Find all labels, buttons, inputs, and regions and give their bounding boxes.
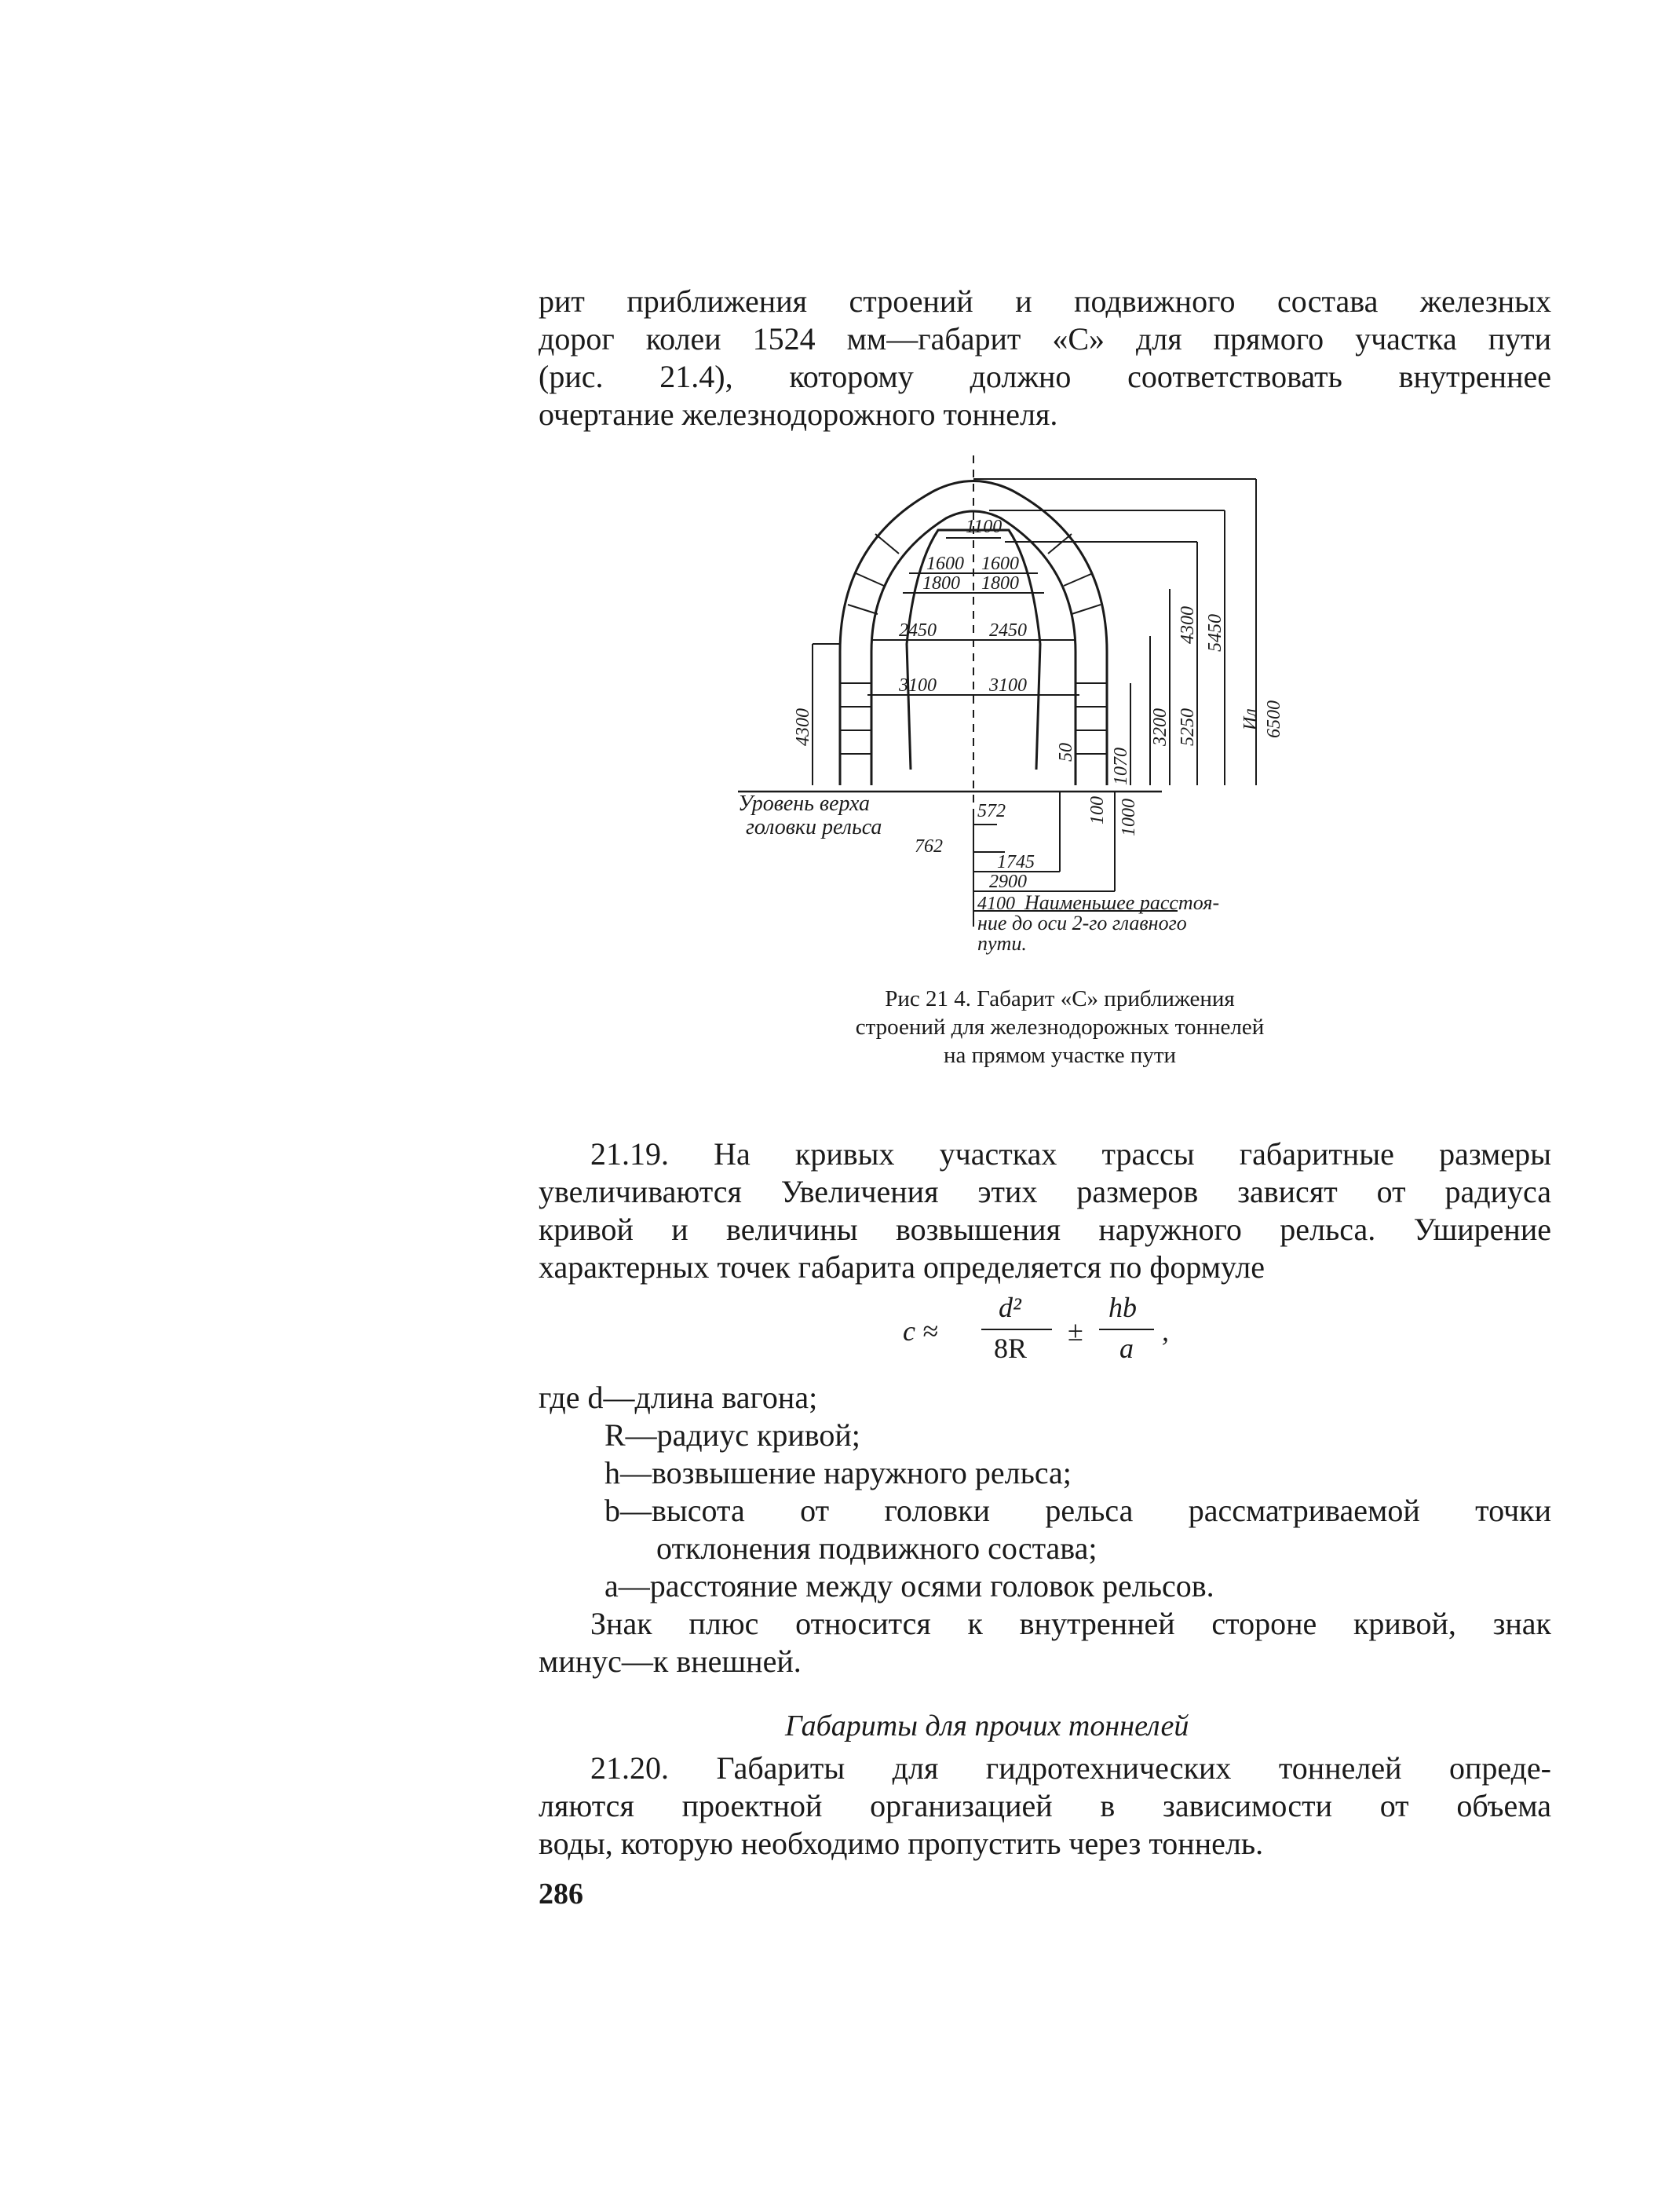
def-h: h—возвышение наружного рельса; [604,1455,1072,1490]
formula-bar-2 [1099,1329,1154,1330]
widening-formula [903,1291,1185,1369]
p2120-line-3: воды, которую необходимо пропустить через тоннель. [539,1826,1264,1861]
dim-1600-left: 1600 [926,554,964,574]
dim-4300-right: 4300 [1178,606,1198,644]
def-b-cont: отклонения подвижного состава; [656,1530,1097,1566]
sign-note-line-1: Знак плюс относится к внутренней стороне кривой, знак [590,1606,1551,1641]
dim-50: 50 [1056,743,1076,762]
def-a: a—расстояние между осями головок рельсов. [604,1568,1214,1603]
formula-num2: hb [1108,1292,1137,1323]
def-d: где d—длина вагона; [539,1380,818,1415]
distance-label-3: пути. [977,932,1027,955]
caption-line-2: строений для железнодорожных тоннелей [855,1015,1265,1040]
dim-4300-left: 4300 [793,708,813,746]
formula-lhs: c ≈ [903,1315,938,1347]
sign-note-line-2: минус—к внешней. [539,1644,802,1679]
dim-1745: 1745 [997,852,1035,872]
formula-num1: d² [999,1292,1021,1323]
intro-line-4: очертание железнодорожного тоннеля. [539,397,1058,432]
formula-den2: a [1119,1333,1134,1364]
dim-1000: 1000 [1119,799,1139,836]
dim-1070: 1070 [1111,748,1131,785]
p2119-line-2: увеличиваются Увеличения этих размеров зависят от радиуса [539,1174,1551,1209]
def-r: R—радиус кривой; [604,1417,860,1453]
intro-line-2: дорог колеи 1524 мм—габарит «С» для прямого участка пути [539,321,1551,357]
formula-tail: , [1162,1315,1169,1347]
dim-3100-left: 3100 [899,675,937,696]
dim-1800-left: 1800 [922,573,960,594]
p2120-line-1: 21.20. Габариты для гидротехнических тоннелей опреде- [590,1750,1551,1786]
formula-bar-1 [981,1329,1052,1330]
p2119-line-3: кривой и величины возвышения наружного рельса. Уширение [539,1212,1551,1247]
rail-level-label-2: головки рельса [746,815,882,839]
intro-line-3: (рис. 21.4), которому должно соответствовать внутреннее [539,359,1551,394]
p2120-line-2: ляются проектной организацией в зависимости от объема [539,1788,1551,1823]
dim-il: Ил [1240,708,1261,730]
dim-6500: 6500 [1264,700,1284,738]
dim-1600-right: 1600 [981,554,1019,574]
dim-1800-right: 1800 [981,573,1019,594]
section-heading: Габариты для прочих тоннелей [785,1709,1189,1742]
dim-5250: 5250 [1178,708,1198,746]
dim-2900: 2900 [989,872,1027,892]
p2119-line-4: характерных точек габарита определяется по формуле [539,1249,1265,1285]
dim-100: 100 [1087,796,1108,825]
intro-line-1: рит приближения строений и подвижного состава железных [539,283,1551,319]
dim-2450-left: 2450 [899,620,937,641]
def-b: b—высота от головки рельса рассматриваемой точки [604,1493,1551,1528]
caption-line-1: Рис 21 4. Габарит «С» приближения [885,986,1235,1011]
dim-4100: 4100 [977,894,1015,914]
p2119-line-1: 21.19. На кривых участках трассы габаритные размеры [590,1136,1551,1172]
dim-5450: 5450 [1205,614,1225,652]
formula-op: ± [1068,1315,1083,1347]
formula-den1: 8R [994,1333,1028,1364]
dim-3100-right: 3100 [989,675,1027,696]
dim-572: 572 [977,801,1006,821]
rail-level-label-1: Уровень верха [738,792,871,816]
dim-3200: 3200 [1150,708,1171,746]
tunnel-clearance-figure [738,448,1382,966]
dim-2450-right: 2450 [989,620,1027,641]
caption-line-3: на прямом участке пути [943,1043,1177,1068]
page-number: 286 [539,1878,583,1911]
distance-label-1: Наименьшее расстоя- [1024,891,1220,914]
dim-762: 762 [915,836,943,857]
dim-1100: 1100 [966,517,1003,537]
distance-label-2: ние до оси 2-го главного [977,912,1187,934]
